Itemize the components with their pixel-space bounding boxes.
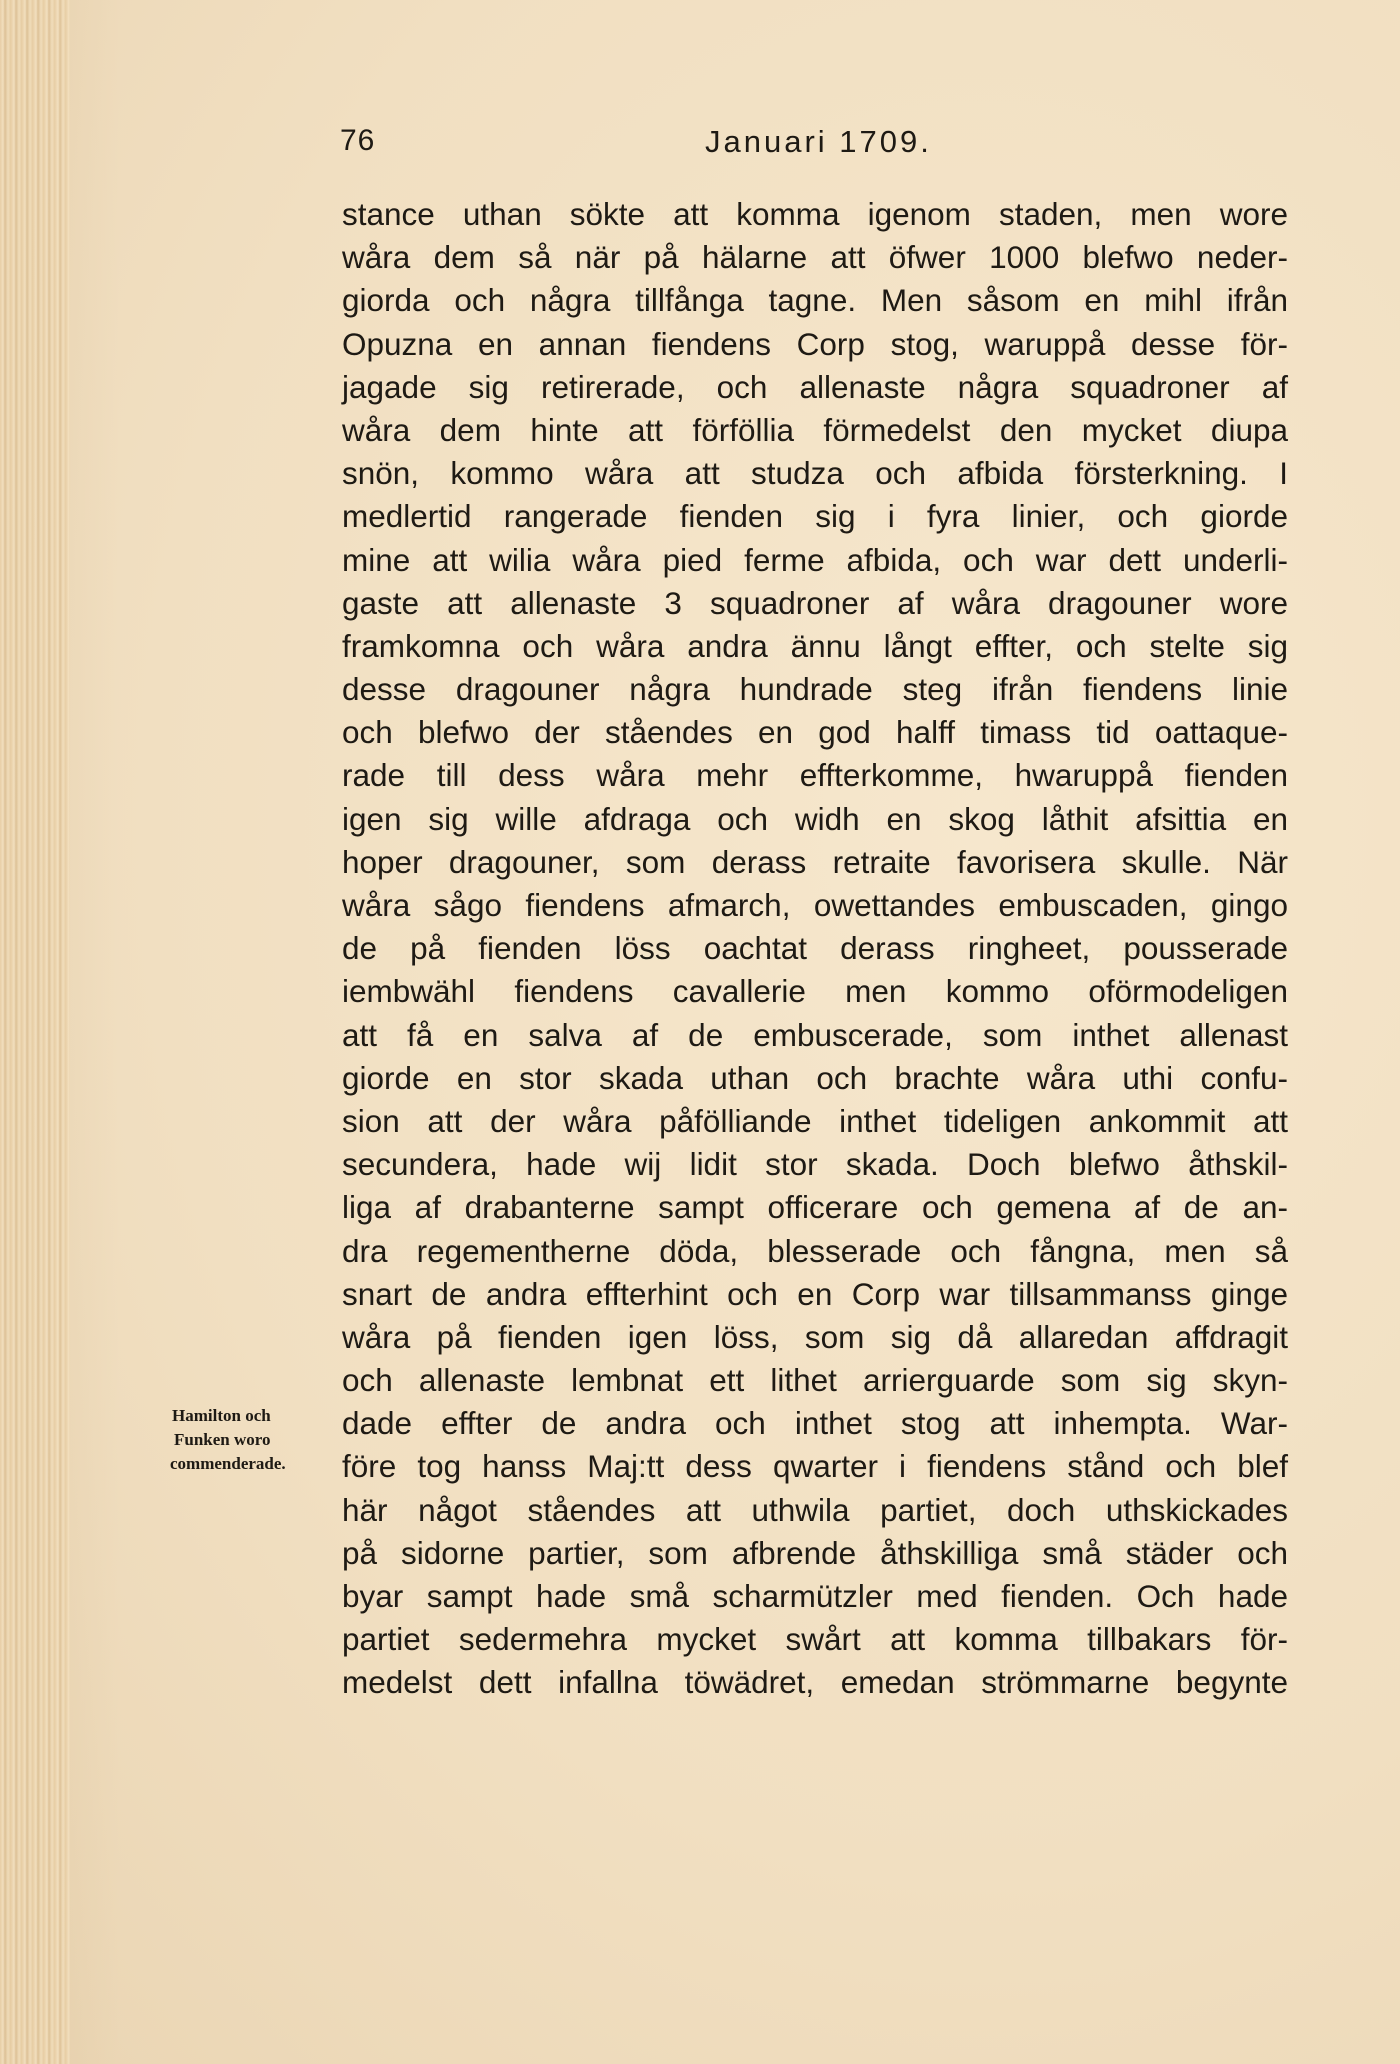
text-line: de på fienden löss oachtat derass ringheet, pousserade: [342, 930, 1288, 967]
text-line: att få en salva af de embuscerade, som inthet allenast: [342, 1016, 1288, 1053]
text-line: dade effter de andra och inthet stog att inhempta. War-: [342, 1405, 1288, 1442]
marginal-note-line: Hamilton och: [172, 1406, 271, 1425]
text-line: wåra sågo fiendens afmarch, owettandes embuscaden, gingo: [342, 887, 1288, 923]
text-line: på sidorne partier, som afbrende åthskilliga små städer och: [342, 1534, 1288, 1571]
text-line: mine att wilia wåra pied ferme afbida, och war dett underli-: [342, 541, 1288, 578]
text-line: wåra dem hinte att förföllia förmedelst den mycket diupa: [342, 411, 1288, 448]
marginal-note-line: commenderade.: [170, 1454, 286, 1473]
text-line: gaste att allenaste 3 squadroner af wåra dragouner wore: [342, 584, 1288, 621]
text-line: jagade sig retirerade, och allenaste några squadroner af: [342, 368, 1288, 405]
text-line: dra regementherne döda, blesserade och fångna, men så: [342, 1232, 1288, 1269]
text-line: här något ståendes att uthwila partiet, doch uthskickades: [342, 1491, 1288, 1528]
text-line: igen sig wille afdraga och widh en skog låthit afsittia en: [342, 800, 1288, 837]
text-line: snön, kommo wåra att studza och afbida försterkning. I: [342, 455, 1288, 492]
text-line: stance uthan sökte att komma igenom staden, men wore: [342, 196, 1288, 232]
text-line: medlertid rangerade fienden sig i fyra linier, och giorde: [342, 498, 1288, 535]
text-line: rade till dess wåra mehr effterkomme, hwaruppå fienden: [342, 757, 1288, 794]
marginal-note-line: Funken woro: [174, 1430, 271, 1449]
text-line: liga af drabanterne sampt officerare och gemena af de an-: [342, 1189, 1288, 1226]
text-line: byar sampt hade små scharmützler med fienden. Och hade: [342, 1578, 1288, 1614]
page-number: 76: [340, 124, 376, 157]
page-heading: Januari 1709.: [705, 124, 932, 159]
text-line: wåra på fienden igen löss, som sig då allaredan affdragit: [342, 1318, 1288, 1355]
running-head: [340, 124, 1280, 168]
text-line: snart de andra effterhint och en Corp war tillsammanss ginge: [342, 1275, 1288, 1312]
text-line: giorda och några tillfånga tagne. Men såsom en mihl ifrån: [342, 282, 1288, 319]
text-line: giorde en stor skada uthan och brachte wåra uthi confu-: [342, 1059, 1288, 1096]
page-edge-gutter: [0, 0, 70, 2064]
text-line: och blefwo der ståendes en god halff timass tid oattaque-: [342, 714, 1288, 751]
text-line: medelst dett infallna töwädret, emedan strömmarne begynte: [342, 1664, 1288, 1701]
text-line: och allenaste lembnat ett lithet arrierguarde som sig skyn-: [342, 1362, 1288, 1399]
text-line: Opuzna en annan fiendens Corp stog, waruppå desse för-: [342, 325, 1288, 362]
body-text: [342, 193, 1288, 1705]
text-line: secundera, hade wij lidit stor skada. Doch blefwo åthskil-: [342, 1146, 1288, 1183]
marginal-note: [170, 1404, 342, 1476]
text-line: desse dragouner några hundrade steg ifrån fiendens linie: [342, 671, 1288, 708]
text-line: hoper dragouner, som derass retraite favorisera skulle. När: [342, 843, 1288, 880]
text-line: wåra dem så när på hälarne att öfwer 1000 blefwo neder-: [342, 239, 1288, 276]
text-line: framkomna och wåra andra ännu långt effter, och stelte sig: [342, 627, 1288, 664]
text-line: iembwähl fiendens cavallerie men kommo oförmodeligen: [342, 973, 1288, 1010]
text-line: före tog hanss Maj:tt dess qwarter i fiendens stånd och blef: [342, 1448, 1288, 1485]
text-line: sion att der wåra påfölliande inthet tideligen ankommit att: [342, 1102, 1288, 1139]
text-line: partiet sedermehra mycket swårt att komma tillbakars för-: [342, 1621, 1288, 1658]
